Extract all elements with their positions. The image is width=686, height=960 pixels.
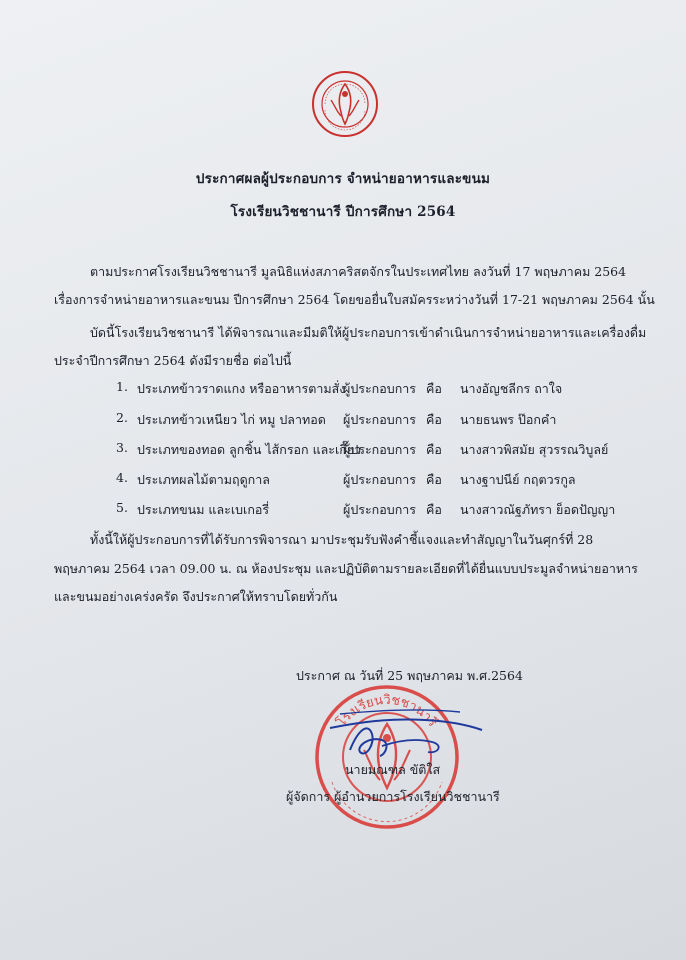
item-number: 5. [116, 500, 128, 515]
closing-line-1: ทั้งนี้ให้ผู้ประกอบการที่ได้รับการพิจารณา มาประชุมรับฟังคำชี้แจงและทำสัญญาในวันศุกร์ที่ 28 [90, 532, 594, 547]
item-vendor-name: นายธนพร ป๊อกคำ [460, 412, 557, 427]
item-vendor-name: นางสาวพิสมัย สุวรรณวิบูลย์ [460, 442, 609, 457]
paragraph-2-line-1: บัดนี้โรงเรียนวิชชานารี ได้พิจารณาและมีมติให้ผู้ประกอบการเข้าดำเนินการจำหน่ายอาหารและเครื่องดื่ม [90, 325, 647, 340]
signer-name: นายมณฑล ขัติใส [345, 762, 441, 777]
item-category: ประเภทขนม และเบเกอรี่ [137, 502, 270, 517]
item-is: คือ [426, 472, 442, 487]
item-category: ประเภทข้าวเหนียว ไก่ หมู ปลาทอด [137, 412, 326, 427]
announcement-title: ประกาศผลผู้ประกอบการ จำหน่ายอาหารและขนม [195, 171, 491, 187]
stamp-lettering: โรงเรียนวิชชานารี [334, 692, 440, 730]
item-role: ผู้ประกอบการ [343, 472, 416, 487]
item-vendor-name: นางสาวณัฐภัทรา ย็อดปัญญา [460, 502, 616, 517]
item-is: คือ [426, 442, 442, 457]
item-is: คือ [426, 381, 442, 396]
item-category: ประเภทผลไม้ตามฤดูกาล [137, 472, 270, 487]
closing-line-3: และขนมอย่างเคร่งครัด จึงประกาศให้ทราบโดยทั่วกัน [54, 589, 338, 604]
item-number: 1. [116, 379, 128, 394]
item-vendor-name: นางอัญชลีกร ถาใจ [460, 381, 563, 396]
announcement-subtitle: โรงเรียนวิชชานารี ปีการศึกษา 2564 [230, 204, 456, 220]
paragraph-2-line-2: ประจำปีการศึกษา 2564 ดังมีรายชื่อ ต่อไปนี้ [54, 353, 292, 368]
closing-line-2: พฤษภาคม 2564 เวลา 09.00 น. ณ ห้องประชุม และปฏิบัติตามรายละเอียดที่ได้ยื่นแบบประมูลจำหน่ายอาหาร [54, 561, 638, 576]
item-number: 3. [116, 440, 128, 455]
item-category: ประเภทข้าวราดแกง หรืออาหารตามสั่ง [137, 381, 346, 396]
item-role: ผู้ประกอบการ [343, 502, 416, 517]
item-vendor-name: นางฐาปนีย์ กฤตวรกูล [460, 472, 576, 487]
item-role: ผู้ประกอบการ [343, 381, 416, 396]
announcement-date: ประกาศ ณ วันที่ 25 พฤษภาคม พ.ศ.2564 [296, 668, 523, 683]
paragraph-1-line-2: เรื่องการจำหน่ายอาหารและขนม ปีการศึกษา 2564 โดยขอยื่นใบสมัครระหว่างวันที่ 17-21 พฤษภาคม 2564 นั้น [54, 292, 655, 307]
item-is: คือ [426, 412, 442, 427]
item-role: ผู้ประกอบการ [343, 442, 416, 457]
item-number: 2. [116, 410, 128, 425]
item-role: ผู้ประกอบการ [343, 412, 416, 427]
signer-title: ผู้จัดการ ผู้อำนวยการโรงเรียนวิชชานารี [286, 789, 500, 804]
item-category: ประเภทของทอด ลูกชิ้น ไส้กรอก และเกี๊ยว [137, 442, 362, 457]
paragraph-1-line-1: ตามประกาศโรงเรียนวิชชานารี มูลนิธิแห่งสภาคริสตจักรในประเทศไทย ลงวันที่ 17 พฤษภาคม 2564 [90, 264, 627, 279]
item-number: 4. [116, 470, 128, 485]
item-is: คือ [426, 502, 442, 517]
school-seal-icon [311, 70, 379, 138]
